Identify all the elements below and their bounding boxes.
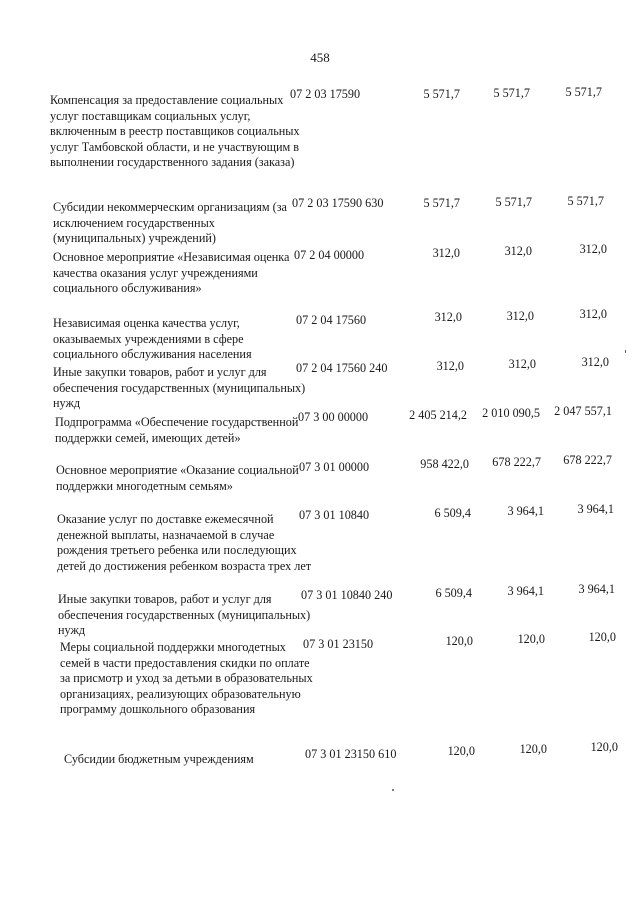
row-code: 07 2 04 17560 240 bbox=[296, 361, 388, 375]
value-col-2: 5 571,7 bbox=[495, 195, 532, 209]
row-name: Субсидии некоммерческим организациям (за исключением государственных (муниципальных) учреждений) bbox=[53, 200, 287, 246]
value-col-2: 312,0 bbox=[506, 309, 534, 323]
value-col-3: 312,0 bbox=[579, 307, 607, 321]
row-code: 07 2 03 17590 630 bbox=[292, 196, 384, 210]
value-col-1: 6 509,4 bbox=[434, 506, 471, 520]
row-code: 07 3 01 10840 bbox=[299, 508, 370, 522]
row-name: Иные закупки товаров, работ и услуг для обеспечения государственных (муниципальных) нужд bbox=[53, 365, 306, 411]
value-col-1: 312,0 bbox=[432, 246, 460, 260]
row-name: Оказание услуг по доставке ежемесячной денежной выплаты, назначаемой в случае рождения третьего ребенка или последующих детей до достижения ребенком возраста трех лет bbox=[57, 512, 312, 573]
row-code: 07 3 01 23150 610 bbox=[305, 747, 397, 761]
row-code: 07 3 00 00000 bbox=[298, 410, 369, 424]
value-col-3: 678 222,7 bbox=[563, 453, 612, 467]
value-col-2: 5 571,7 bbox=[493, 86, 530, 100]
row-name: Субсидии бюджетным учреждениям bbox=[64, 752, 254, 766]
value-col-2: 3 964,1 bbox=[507, 584, 544, 598]
scan-speck bbox=[392, 789, 394, 791]
value-col-3: 120,0 bbox=[590, 740, 618, 754]
row-code: 07 3 01 00000 bbox=[299, 460, 370, 474]
value-col-2: 2 010 090,5 bbox=[482, 406, 540, 420]
value-col-3: 5 571,7 bbox=[565, 85, 602, 99]
value-col-3: 2 047 557,1 bbox=[554, 404, 612, 418]
value-col-2: 678 222,7 bbox=[492, 455, 541, 469]
value-col-2: 120,0 bbox=[519, 742, 547, 756]
row-name: Компенсация за предоставление социальных услуг поставщикам социальных услуг, включенным в реестр поставщиков социальных услуг Тамбовской области, и не участвующим в выполнении государственного задания (заказа) bbox=[50, 93, 300, 170]
row-name: Меры социальной поддержки многодетных семей в части предоставления скидки по оплате за присмотр и уход за детьми в образовательных организациях, реализующих образовательную программу дошкольного образования bbox=[60, 640, 313, 717]
value-col-3: 5 571,7 bbox=[567, 194, 604, 208]
value-col-1: 5 571,7 bbox=[423, 196, 460, 210]
page-number: 458 bbox=[310, 50, 330, 65]
row-code: 07 2 04 00000 bbox=[294, 248, 365, 262]
value-col-1: 312,0 bbox=[434, 310, 462, 324]
row-name: Подпрограмма «Обеспечение государственной поддержки семей, имеющих детей» bbox=[55, 415, 299, 445]
row-code: 07 2 04 17560 bbox=[296, 313, 367, 327]
scan-speck bbox=[625, 350, 626, 353]
value-col-3: 312,0 bbox=[579, 242, 607, 256]
value-col-1: 5 571,7 bbox=[423, 87, 460, 101]
row-name: Независимая оценка качества услуг, оказываемых учреждениями в сфере социального обслуживания населения bbox=[53, 316, 252, 362]
value-col-2: 312,0 bbox=[504, 244, 532, 258]
value-col-3: 3 964,1 bbox=[577, 502, 614, 516]
value-col-1: 120,0 bbox=[447, 744, 475, 758]
value-col-2: 120,0 bbox=[517, 632, 545, 646]
value-col-2: 312,0 bbox=[508, 357, 536, 371]
row-name: Основное мероприятие «Независимая оценка качества оказания услуг учреждениями социального обслуживания» bbox=[53, 250, 290, 296]
value-col-1: 2 405 214,2 bbox=[409, 408, 467, 422]
row-code: 07 3 01 23150 bbox=[303, 637, 374, 651]
value-col-2: 3 964,1 bbox=[507, 504, 544, 518]
row-code: 07 3 01 10840 240 bbox=[301, 588, 393, 602]
row-name: Основное мероприятие «Оказание социальной поддержки многодетным семьям» bbox=[56, 463, 299, 493]
value-col-1: 312,0 bbox=[436, 359, 464, 373]
value-col-3: 3 964,1 bbox=[578, 582, 615, 596]
value-col-3: 312,0 bbox=[581, 355, 609, 369]
value-col-1: 120,0 bbox=[445, 634, 473, 648]
value-col-1: 6 509,4 bbox=[435, 586, 472, 600]
row-code: 07 2 03 17590 bbox=[290, 87, 361, 101]
value-col-1: 958 422,0 bbox=[420, 457, 469, 471]
row-name: Иные закупки товаров, работ и услуг для обеспечения государственных (муниципальных) нужд bbox=[58, 592, 311, 638]
value-col-3: 120,0 bbox=[588, 630, 616, 644]
